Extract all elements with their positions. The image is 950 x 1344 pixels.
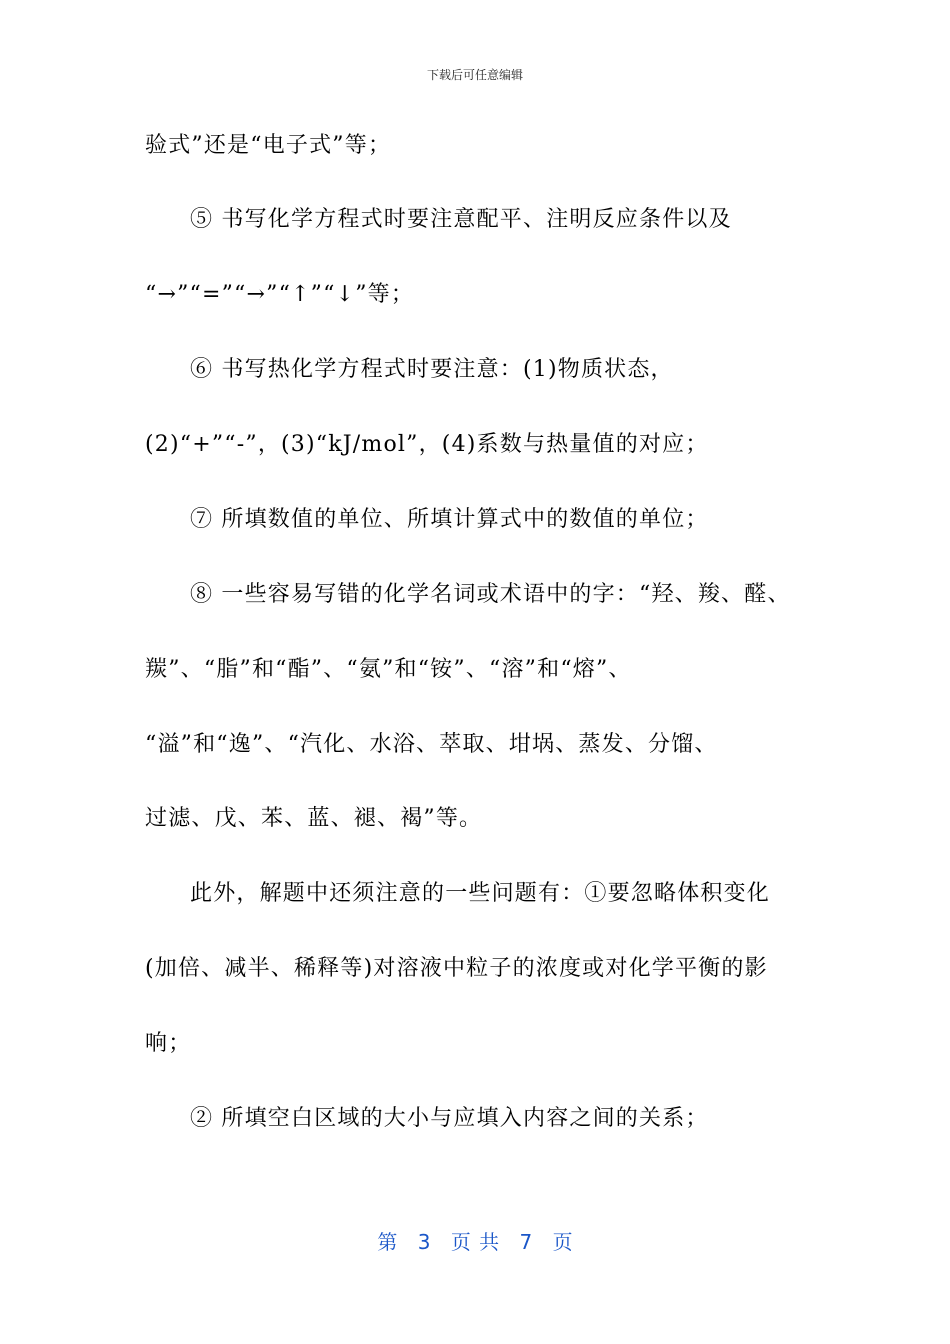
- body-line: 验式”还是“电子式”等；: [145, 133, 392, 158]
- footer-page-total: 7: [519, 1230, 533, 1254]
- body-line: ⑤ 书写化学方程式时要注意配平、注明反应条件以及: [190, 207, 732, 232]
- body-line: 过滤、戊、苯、蓝、褪、褐”等。: [145, 806, 483, 831]
- body-line: ② 所填空白区域的大小与应填入内容之间的关系；: [190, 1106, 709, 1131]
- body-line: 羰”、“脂”和“酯”、“氨”和“铵”、“溶”和“熔”、: [145, 657, 632, 682]
- body-line: 响；: [145, 1031, 192, 1056]
- footer-label-di: 第: [377, 1230, 398, 1254]
- body-line: (2)“+”“-”，(3)“kJ/mol”，(4)系数与热量值的对应；: [145, 432, 709, 457]
- body-line: (加倍、减半、稀释等)对溶液中粒子的浓度或对化学平衡的影: [145, 956, 768, 981]
- body-line: ⑥ 书写热化学方程式时要注意：(1)物质状态，: [190, 357, 674, 382]
- page-footer: [0, 1226, 950, 1255]
- footer-label-ye-gong: 页 共: [450, 1230, 500, 1254]
- body-line: “溢”和“逸”、“汽化、水浴、萃取、坩埚、蒸发、分馏、: [145, 732, 718, 757]
- body-line: ⑦ 所填数值的单位、所填计算式中的数值的单位；: [190, 507, 709, 532]
- body-line: ⑧ 一些容易写错的化学名词或术语中的字：“羟、羧、醛、: [190, 582, 791, 607]
- page-header: 下载后可任意编辑: [426, 68, 523, 82]
- body-line: 此外，解题中还须注意的一些问题有：①要忽略体积变化: [190, 881, 771, 906]
- footer-page-current: 3: [417, 1230, 431, 1254]
- body-line: “→”“=”“→”“↑”“↓”等；: [145, 282, 415, 307]
- footer-label-ye: 页: [552, 1230, 573, 1254]
